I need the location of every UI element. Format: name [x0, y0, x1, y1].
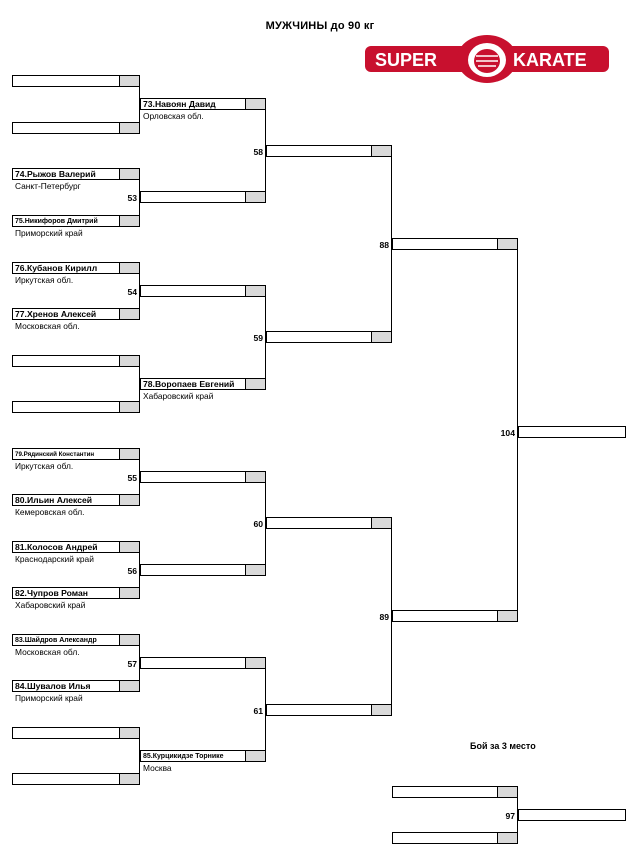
- score-box: [119, 495, 139, 505]
- slot-champion: [518, 426, 626, 438]
- participant-region: Санкт-Петербург: [15, 181, 81, 191]
- score-box: [371, 332, 391, 342]
- bout-number-104: 104: [500, 428, 515, 438]
- participant-name: 85.Курцикидзе Торнике: [143, 753, 224, 760]
- slot-participant-77: [12, 308, 140, 320]
- score-box: [119, 309, 139, 319]
- slot-third-2: [392, 832, 518, 844]
- svg-text:SUPER: SUPER: [375, 50, 438, 70]
- slot-r2-winner-53: [140, 191, 266, 203]
- participant-name: 77.Хренов Алексей: [15, 309, 97, 319]
- score-box: [245, 565, 265, 575]
- score-box: [245, 658, 265, 668]
- score-box: [119, 123, 139, 133]
- slot-participant-83: [12, 634, 140, 646]
- participant-region: Иркутская обл.: [15, 275, 74, 285]
- slot-participant-84: [12, 680, 140, 692]
- score-box: [119, 635, 139, 645]
- score-box: [245, 99, 265, 109]
- slot-third-winner: [518, 809, 626, 821]
- bout-number-89: 89: [379, 612, 389, 622]
- super-karate-logo: [363, 34, 611, 84]
- slot-r1-16: [12, 773, 140, 785]
- participant-name: 84.Шувалов Илья: [15, 681, 91, 691]
- bout-number-60: 60: [253, 519, 263, 529]
- slot-sf-winner-88: [392, 238, 518, 250]
- slot-r2-winner-57: [140, 657, 266, 669]
- score-box: [497, 239, 517, 249]
- participant-region: Хабаровский край: [143, 391, 214, 401]
- slot-r1-8: [12, 401, 140, 413]
- slot-sf-winner-89: [392, 610, 518, 622]
- bout-number-59: 59: [253, 333, 263, 343]
- participant-region: Москва: [143, 763, 172, 773]
- participant-region: Приморский край: [15, 693, 83, 703]
- participant-name: 79.Рядинский Константин: [15, 451, 95, 458]
- score-box: [119, 588, 139, 598]
- score-box: [119, 76, 139, 86]
- bout-number-61: 61: [253, 706, 263, 716]
- slot-participant-73: [140, 98, 266, 110]
- score-box: [245, 751, 265, 761]
- slot-participant-76: [12, 262, 140, 274]
- score-box: [245, 286, 265, 296]
- slot-participant-79: [12, 448, 140, 460]
- score-box: [371, 146, 391, 156]
- slot-r3-winner-58: [266, 145, 392, 157]
- slot-participant-74: [12, 168, 140, 180]
- score-box: [245, 379, 265, 389]
- bout-number-57: 57: [127, 659, 137, 669]
- participant-region: Иркутская обл.: [15, 461, 74, 471]
- score-box: [119, 402, 139, 412]
- slot-third-1: [392, 786, 518, 798]
- bout-number-56: 56: [127, 566, 137, 576]
- participant-name: 81.Колосов Андрей: [15, 542, 98, 552]
- participant-region: Краснодарский край: [15, 554, 94, 564]
- page-title: МУЖЧИНЫ до 90 кг: [265, 20, 375, 32]
- score-box: [371, 518, 391, 528]
- slot-r3-winner-60: [266, 517, 392, 529]
- score-box: [497, 787, 517, 797]
- slot-r2-winner-54: [140, 285, 266, 297]
- participant-name: 73.Навоян Давид: [143, 99, 216, 109]
- score-box: [119, 542, 139, 552]
- score-box: [497, 611, 517, 621]
- participant-region: Московская обл.: [15, 647, 80, 657]
- score-box: [119, 449, 139, 459]
- participant-name: 74.Рыжов Валерий: [15, 169, 96, 179]
- slot-participant-81: [12, 541, 140, 553]
- slot-r1-15: [12, 727, 140, 739]
- slot-r1-2: [12, 122, 140, 134]
- svg-text:KARATE: KARATE: [513, 50, 587, 70]
- score-box: [119, 681, 139, 691]
- slot-r1-7: [12, 355, 140, 367]
- slot-r3-winner-61: [266, 704, 392, 716]
- bout-number-88: 88: [379, 240, 389, 250]
- score-box: [119, 169, 139, 179]
- slot-r2-winner-56: [140, 564, 266, 576]
- bout-number-53: 53: [127, 193, 137, 203]
- score-box: [245, 472, 265, 482]
- third-place-title: Бой за 3 место: [470, 741, 536, 751]
- slot-participant-80: [12, 494, 140, 506]
- score-box: [245, 192, 265, 202]
- bout-number-55: 55: [127, 473, 137, 483]
- participant-name: 80.Ильин Алексей: [15, 495, 93, 505]
- participant-name: 83.Шайдров Александр: [15, 637, 97, 644]
- score-box: [119, 216, 139, 226]
- slot-r2-winner-55: [140, 471, 266, 483]
- participant-region: Орловская обл.: [143, 111, 204, 121]
- participant-region: Хабаровский край: [15, 600, 86, 610]
- participant-region: Приморский край: [15, 228, 83, 238]
- score-box: [119, 774, 139, 784]
- participant-name: 82.Чупров Роман: [15, 588, 88, 598]
- participant-region: Московская обл.: [15, 321, 80, 331]
- slot-r1-1: [12, 75, 140, 87]
- bout-number-54: 54: [127, 287, 137, 297]
- participant-region: Кемеровская обл.: [15, 507, 85, 517]
- score-box: [119, 356, 139, 366]
- slot-participant-82: [12, 587, 140, 599]
- score-box: [119, 263, 139, 273]
- slot-r3-winner-59: [266, 331, 392, 343]
- score-box: [497, 833, 517, 843]
- slot-participant-75: [12, 215, 140, 227]
- bout-number-58: 58: [253, 147, 263, 157]
- score-box: [371, 705, 391, 715]
- slot-participant-85: [140, 750, 266, 762]
- score-box: [119, 728, 139, 738]
- participant-name: 78.Воропаев Евгений: [143, 379, 235, 389]
- participant-name: 76.Кубанов Кирилл: [15, 263, 98, 273]
- participant-name: 75.Никифоров Дмитрий: [15, 218, 98, 225]
- slot-participant-78: [140, 378, 266, 390]
- bout-number-97: 97: [505, 811, 515, 821]
